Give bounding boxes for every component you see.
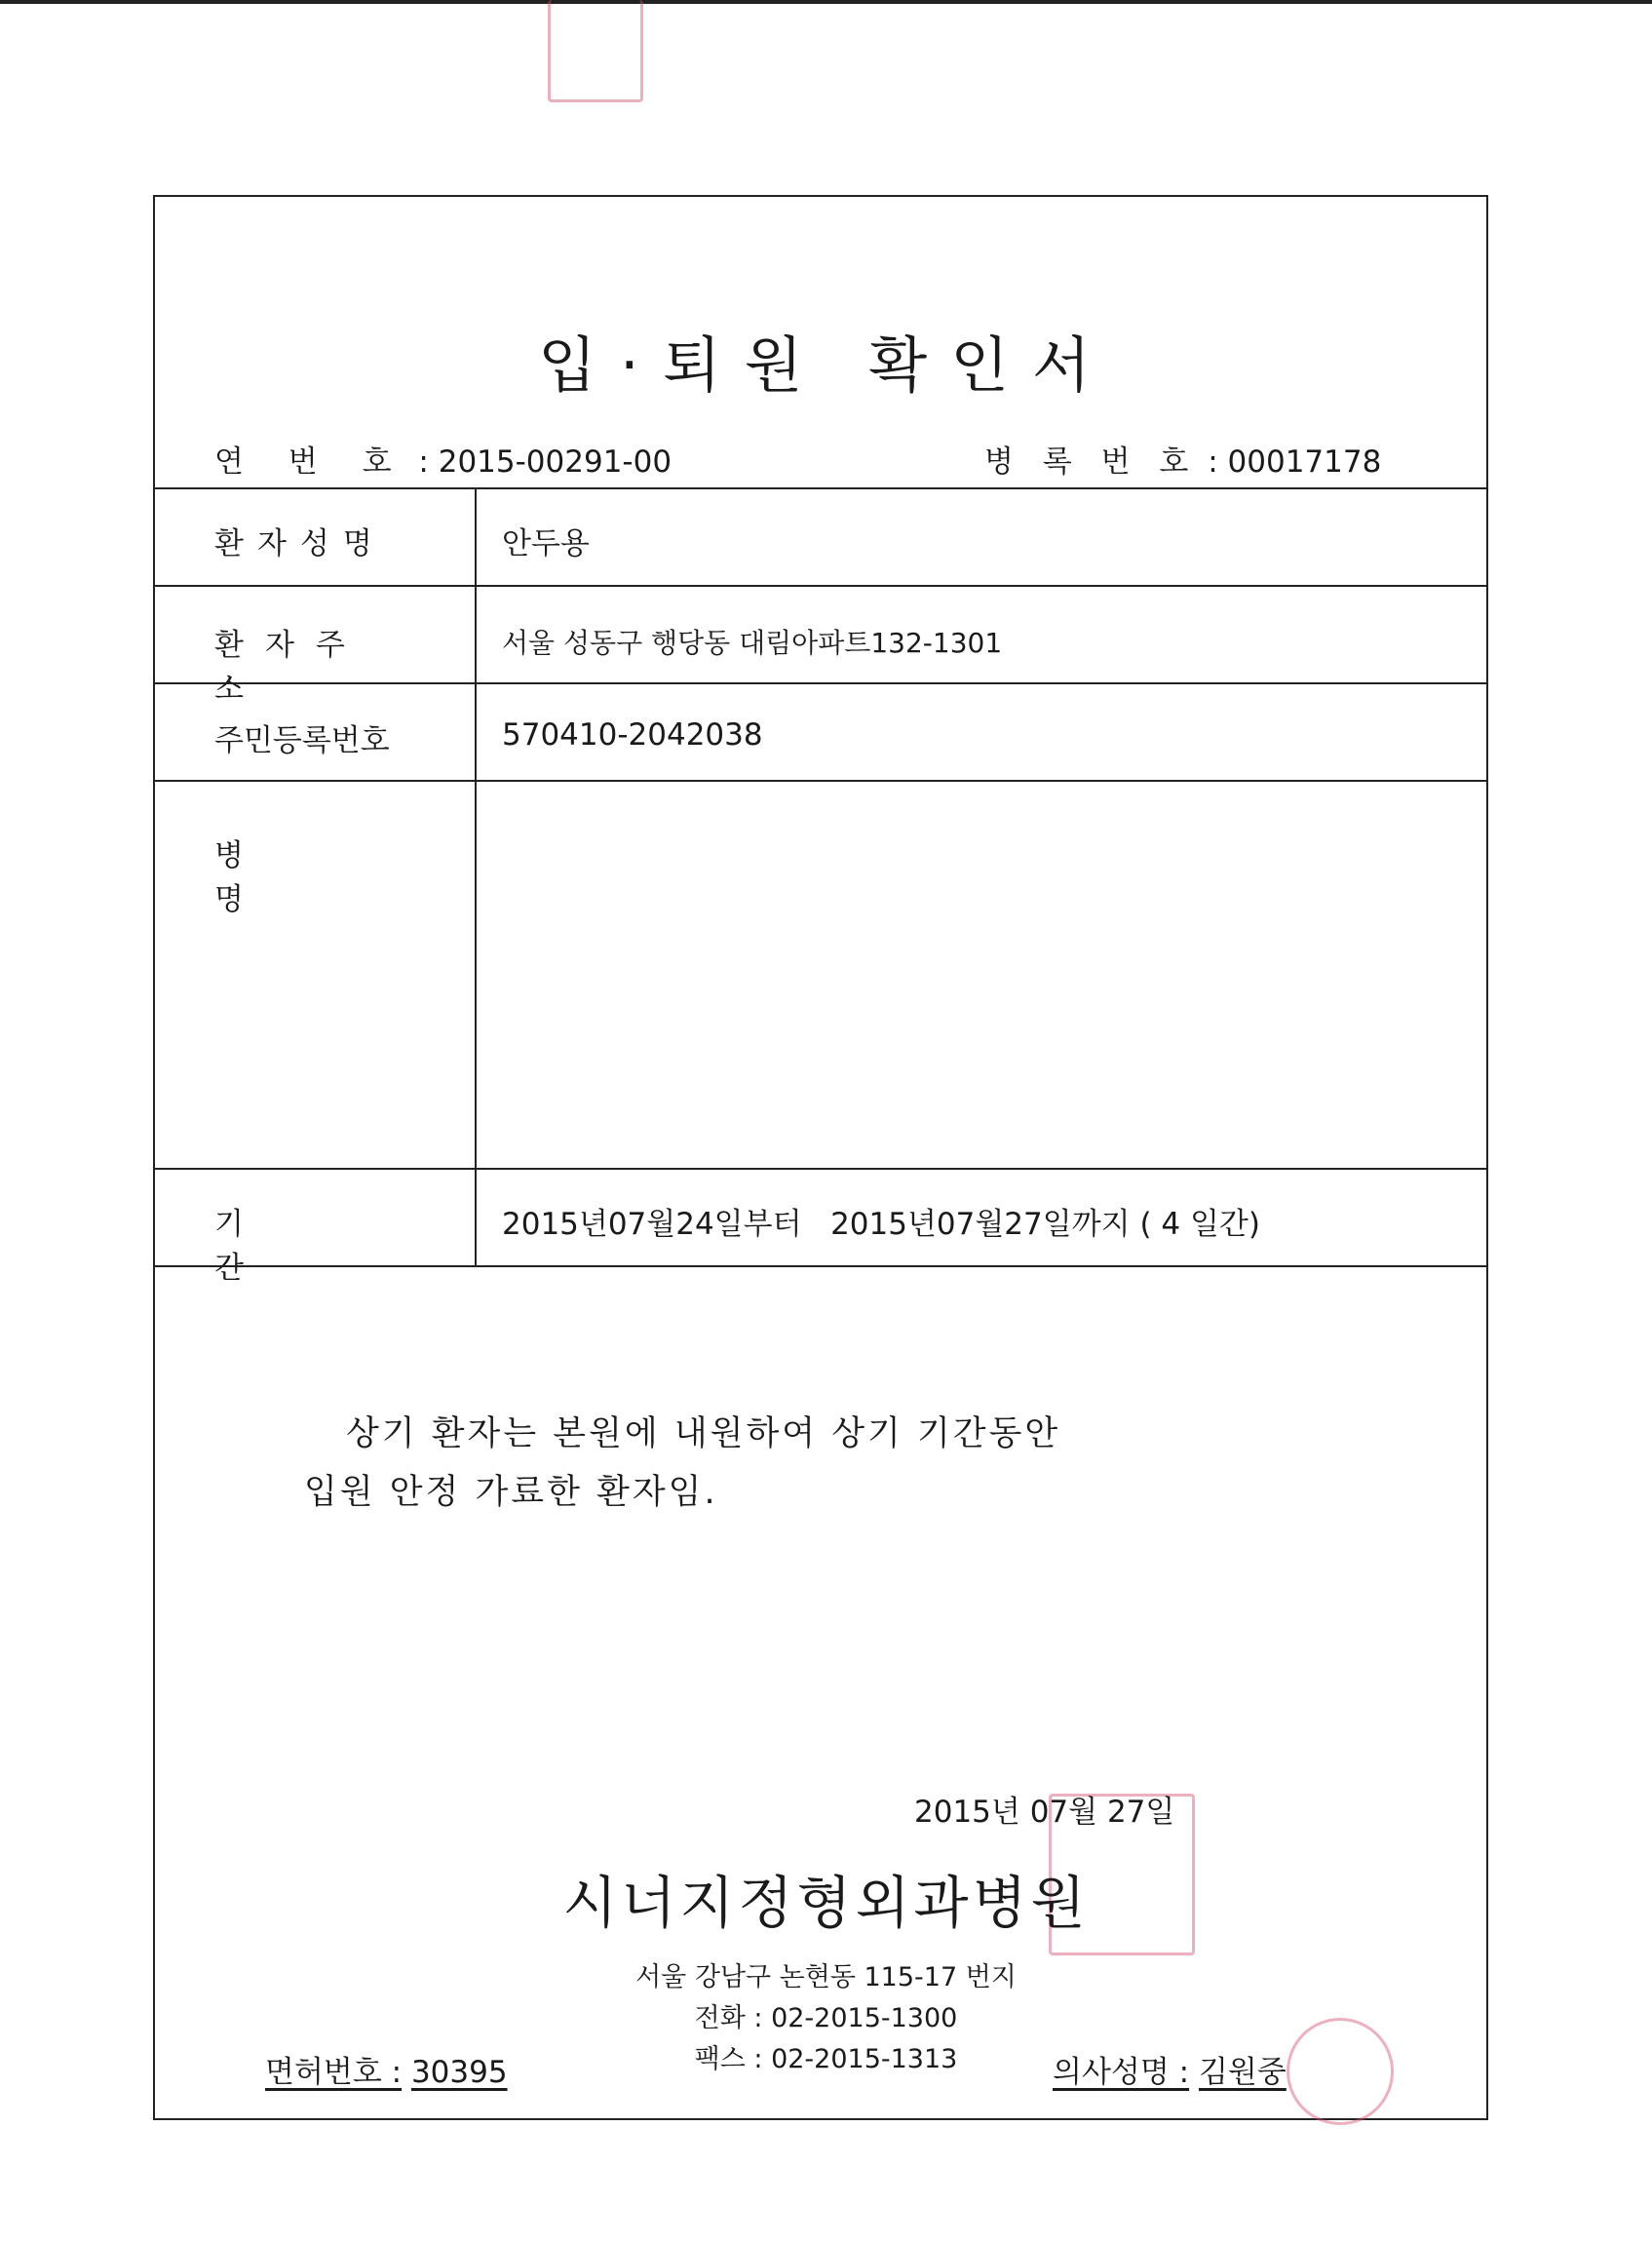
resident-number-value: 570410-2042038: [502, 717, 763, 753]
period-value: 2015년07월24일부터 2015년07월27일까지 ( 4 일간): [502, 1207, 1260, 1242]
table-line: [153, 585, 1488, 587]
serial-colon: :: [418, 445, 439, 480]
doctor-value: 김원중: [1198, 2055, 1287, 2090]
record-colon: :: [1208, 445, 1228, 480]
period-label: 기간: [214, 1207, 388, 1286]
hospital-phone: 전화 : 02-2015-1300: [694, 2003, 958, 2033]
patient-name-value: 안두용: [502, 526, 590, 561]
table-line: [153, 1168, 1488, 1170]
license-label: 면허번호 :: [265, 2055, 403, 2090]
diagnosis-label: 병명: [214, 838, 388, 917]
record-label: 병 록 번 호: [984, 445, 1199, 480]
table-column-divider: [475, 487, 477, 1267]
hospital-name: 시너지정형외과병원: [562, 1870, 1090, 1936]
license-number: [265, 2047, 508, 2091]
table-line-top: [153, 487, 1488, 489]
doctor-name: [1053, 2047, 1287, 2091]
table-line: [153, 780, 1488, 782]
license-value: 30395: [410, 2055, 508, 2090]
statement-line-1: 상기 환자는 본원에 내원하여 상기 기간동안: [346, 1414, 1061, 1453]
doctor-signature-stamp: [1287, 2018, 1394, 2125]
hospital-fax: 팩스 : 02-2015-1313: [694, 2044, 958, 2074]
scan-top-edge: [0, 0, 1652, 4]
patient-address-value: 서울 성동구 행당동 대림아파트132-1301: [502, 627, 1003, 659]
record-number: [984, 437, 1381, 481]
serial-value: 2015-00291-00: [438, 445, 672, 480]
serial-number: [214, 437, 672, 481]
patient-address-label: 환자주소: [214, 628, 366, 707]
statement-line-2: 입원 안정 가료한 환자임.: [304, 1473, 718, 1512]
record-value: 00017178: [1227, 445, 1382, 480]
issue-date: 2015년 07월 27일: [914, 1795, 1175, 1830]
serial-label: 연 번 호: [214, 445, 409, 480]
hospital-address: 서울 강남구 논현동 115-17 번지: [635, 1962, 1017, 1992]
document-title: 입·퇴원 확인서: [538, 329, 1114, 401]
top-seal-stamp: [548, 0, 643, 102]
resident-number-label: 주민등록번호: [214, 723, 390, 758]
form-border: [153, 195, 1488, 2120]
doctor-label: 의사성명 :: [1053, 2055, 1190, 2090]
patient-name-label: 환자성명: [214, 526, 386, 561]
